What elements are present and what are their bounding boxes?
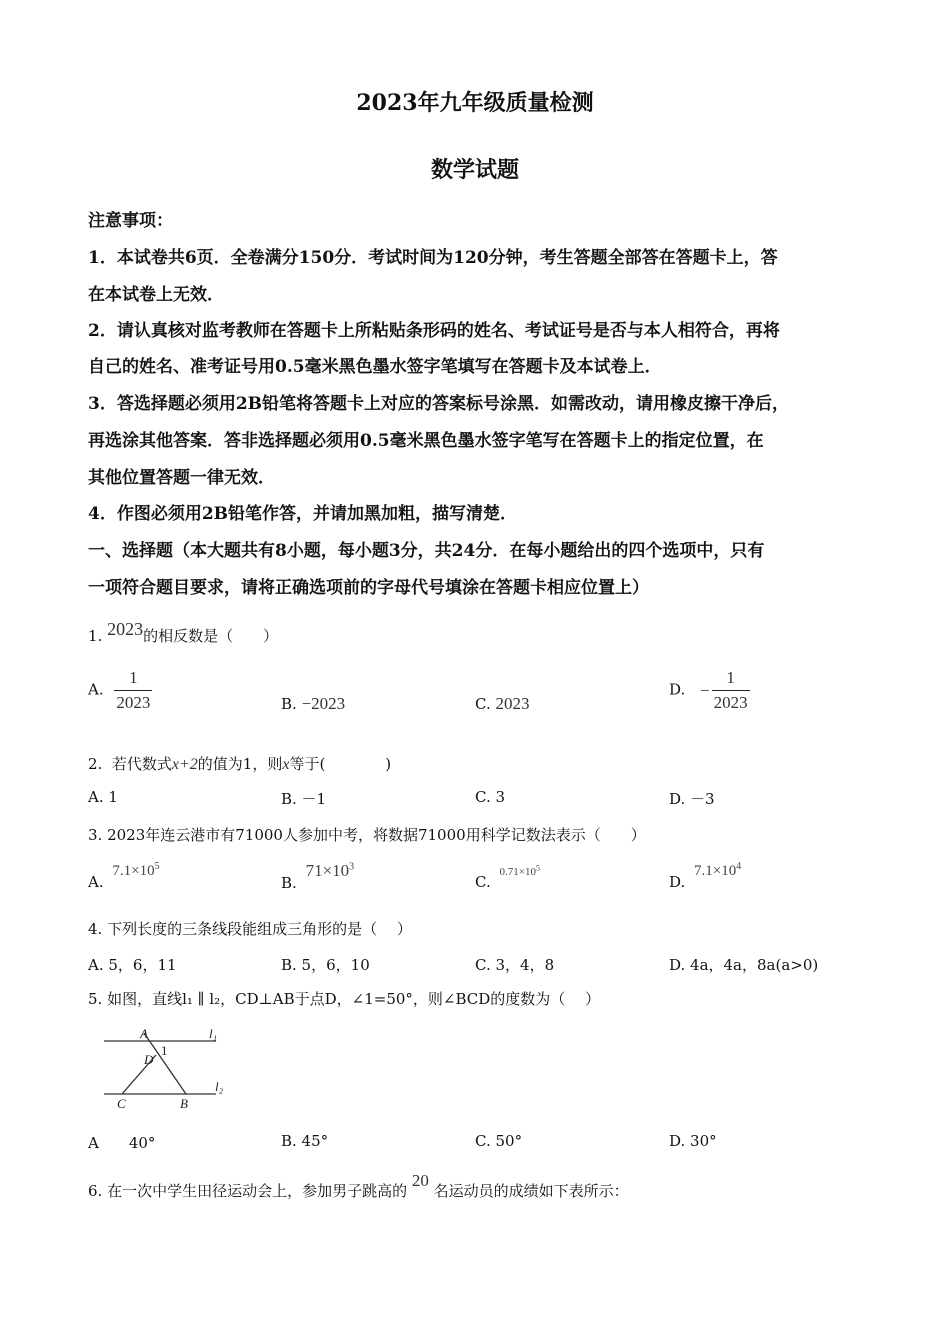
q2-option-a[interactable]: A. 1	[88, 788, 118, 806]
label-a: A	[140, 1026, 148, 1041]
notice-line: 4．作图必须用2B铅笔作答，并请加黑加粗，描写清楚．	[88, 504, 518, 524]
q3-option-a[interactable]: A. $7.1\times 10^5$	[88, 861, 160, 891]
q3-option-b[interactable]: B. $71\times 10^3$	[281, 861, 355, 892]
label-b: B	[180, 1096, 188, 1111]
q2-option-c[interactable]: C. 3	[475, 788, 506, 806]
q1-option-a[interactable]: A. $\frac{1}{2023}$	[88, 668, 151, 712]
label-l2: l₂	[215, 1079, 224, 1094]
paper-subtitle: 数学试题	[430, 157, 519, 183]
notice-line: 3．答选择题必须用2B铅笔将答题卡上对应的答案标号涂黑．如需改动，请用橡皮擦干净后，	[88, 394, 790, 414]
q3-option-c[interactable]: C. $0.71\times 10^5$	[475, 863, 540, 891]
q4-option-a[interactable]: A. 5，6，11	[88, 956, 177, 974]
notice-line: 再选涂其他答案．答非选择题必须用0.5毫米黑色墨水签字笔写在答题卡上的指定位置，在	[88, 431, 764, 451]
paper-title: 2023年九年级质量检测	[356, 90, 594, 116]
section-heading-cont: 一项符合题目要求，请将正确选项前的字母代号填涂在答题卡相应位置上）	[88, 578, 649, 598]
fraction: $\frac{1}{2023}$	[713, 668, 748, 712]
q4-option-b[interactable]: B. 5，6，10	[281, 956, 370, 974]
question-2: 2. 若代数式x+2的值为1，则x等于( )	[88, 755, 392, 773]
q4-option-d[interactable]: D. 4a，4a，8a(a>0)	[669, 956, 819, 974]
notice-line: 在本试卷上无效．	[88, 285, 224, 305]
fraction: $\frac{1}{2023}$	[116, 668, 151, 712]
math-expression: 2023	[107, 619, 144, 639]
label-d: D	[144, 1052, 154, 1067]
label-c: C	[117, 1096, 126, 1111]
question-4: 4. 下列长度的三条线段能组成三角形的是（ ）	[88, 920, 412, 938]
q1-option-d[interactable]: D. − $\frac{1}{2023}$	[669, 668, 748, 712]
notice-line: 其他位置答题一律无效．	[88, 468, 275, 488]
q4-option-c[interactable]: C. 3，4，8	[475, 956, 555, 974]
q5-option-a[interactable]: A 40°	[88, 1134, 156, 1152]
notice-line: 2．请认真核对监考教师在答题卡上所粘贴条形码的姓名、考试证号是否与本人相符合，再将	[88, 321, 780, 341]
notice-line: 自己的姓名、准考证号用0.5毫米黑色墨水签字笔填写在答题卡及本试卷上．	[88, 357, 662, 377]
label-l1: l₁	[209, 1026, 218, 1041]
q3-option-d[interactable]: D. $7.1\times 10^4$	[669, 861, 742, 891]
geometry-figure	[100, 1024, 240, 1116]
q1-option-c[interactable]: C. 2023	[475, 694, 530, 713]
q5-option-b[interactable]: B. 45°	[281, 1132, 329, 1150]
notice-heading: 注意事项：	[88, 211, 173, 231]
q5-option-c[interactable]: C. 50°	[475, 1132, 523, 1150]
label-angle-1: 1	[161, 1043, 168, 1058]
question-5: 5. 如图，直线l₁ ∥ l₂，CD⊥AB于点D，∠1=50°，则∠BCD的度数为（ ）	[88, 990, 601, 1008]
question-3: 3. 2023年连云港市有71000人参加中考，将数据71000用科学记数法表示（ ）	[88, 826, 646, 844]
math-expression: 20	[411, 1171, 429, 1190]
q2-option-b[interactable]: B. －1	[281, 790, 327, 808]
q1-option-b[interactable]: B. −2023	[281, 694, 346, 713]
section-heading: 一、选择题（本大题共有8小题，每小题3分，共24分．在每小题给出的四个选项中，只有	[88, 541, 765, 561]
q2-option-d[interactable]: D. －3	[669, 790, 715, 808]
question-1: 1. 2023的相反数是（ ）	[88, 619, 279, 645]
question-6: 6. 在一次中学生田径运动会上，参加男子跳高的 20 名运动员的成绩如下表所示：	[88, 1171, 629, 1200]
notice-line: 1．本试卷共6页．全卷满分150分．考试时间为120分钟，考生答题全部答在答题卡上，答	[88, 248, 778, 268]
q5-option-d[interactable]: D. 30°	[669, 1132, 717, 1150]
